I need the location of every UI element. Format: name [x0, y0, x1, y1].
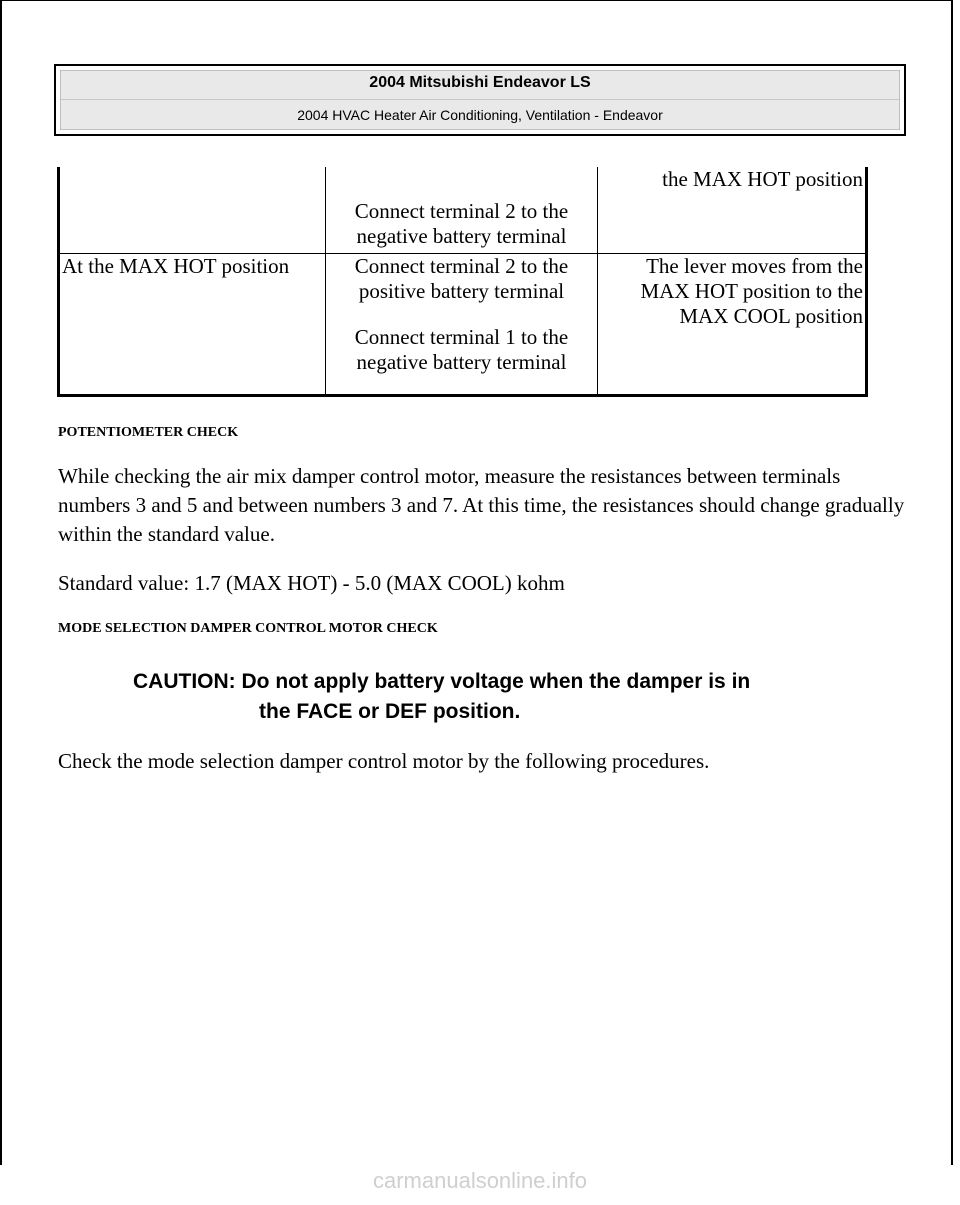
procedure-step: Connect terminal 2 to the negative battery terminal	[354, 199, 569, 248]
motor-check-table	[57, 167, 868, 397]
mode-selection-check-body: Check the mode selection damper control motor by the following procedures.	[58, 749, 710, 773]
table-cell-procedure	[326, 254, 598, 396]
procedure-step: Connect terminal 1 to the negative battery terminal	[354, 325, 569, 374]
table-cell-result	[598, 167, 867, 254]
caution-note	[133, 667, 893, 727]
header-title: 2004 Mitsubishi Endeavor LS	[369, 74, 591, 91]
result-text: the MAX HOT position	[662, 167, 863, 191]
caution-line: CAUTION: Do not apply battery voltage when the damper is in	[133, 670, 751, 693]
page-frame-left	[0, 0, 2, 1165]
table-cell-procedure	[326, 167, 598, 254]
header-subtitle: 2004 HVAC Heater Air Conditioning, Ventilation - Endeavor	[297, 107, 663, 123]
caution-line: the FACE or DEF position.	[259, 700, 521, 723]
table-row	[59, 254, 867, 396]
standard-value-text: Standard value: 1.7 (MAX HOT) - 5.0 (MAX COOL) kohm	[58, 571, 565, 595]
result-text: The lever moves from the MAX HOT position to the MAX COOL position	[640, 254, 863, 328]
mode-selection-check-heading: MODE SELECTION DAMPER CONTROL MOTOR CHECK	[58, 621, 438, 636]
table-cell-position: At the MAX HOT position	[59, 254, 326, 396]
potentiometer-check-body: While checking the air mix damper control motor, measure the resistances between terminals numbers 3 and 5 and between numbers 3 and 7. At this time, the resistances should change gradually within the standard value.	[58, 464, 905, 546]
watermark-text: carmanualsonline.info	[372, 1168, 588, 1193]
table-row	[59, 167, 867, 254]
document-header	[54, 64, 906, 136]
table-cell-position	[59, 167, 326, 254]
header-panel	[60, 70, 900, 130]
page-frame-top	[0, 0, 953, 1]
procedure-step: Connect terminal 2 to the positive battery terminal	[354, 254, 569, 303]
table-cell-result	[598, 254, 867, 396]
header-divider	[61, 99, 899, 100]
potentiometer-check-heading: POTENTIOMETER CHECK	[58, 425, 239, 440]
page-frame-right	[951, 0, 953, 1165]
